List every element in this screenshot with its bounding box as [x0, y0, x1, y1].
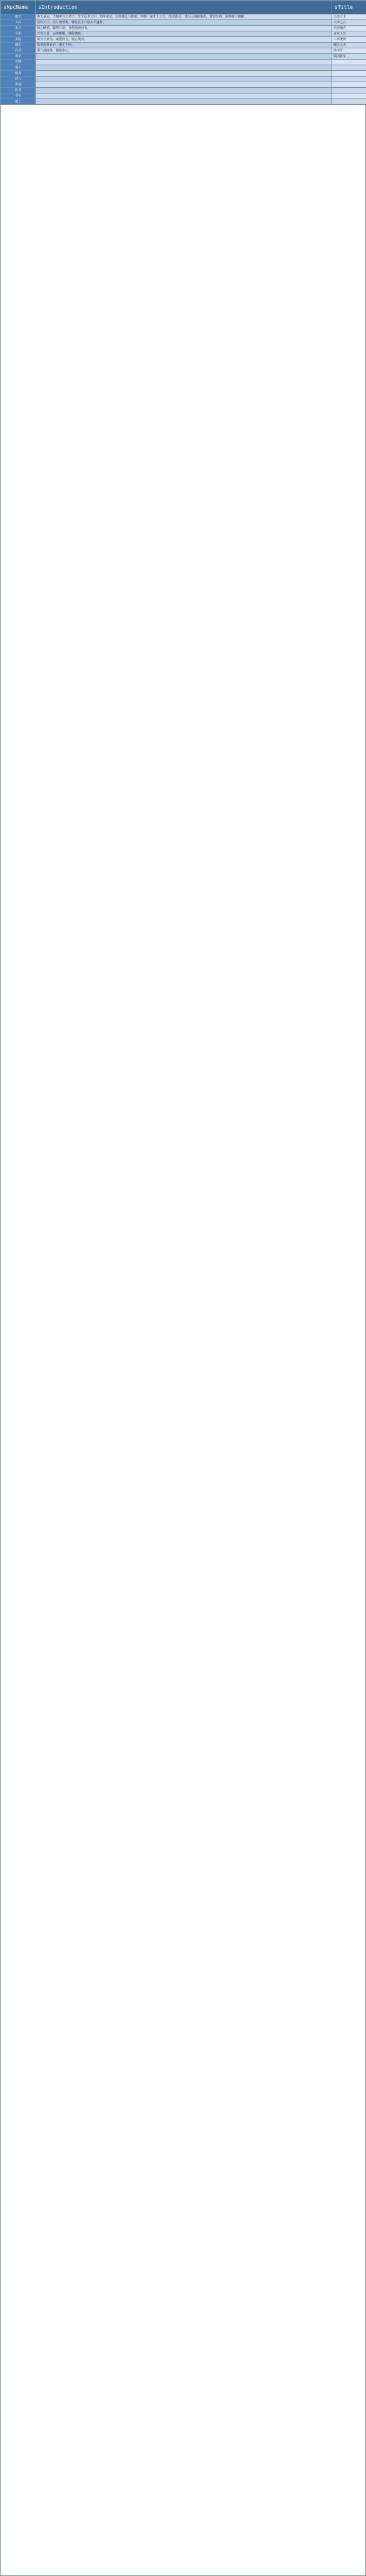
npc-name-cell: 将军: [1, 54, 36, 60]
title-cell: 天命之主: [332, 14, 366, 20]
npc-name-cell: 丞相: [1, 31, 36, 37]
title-cell: [332, 60, 366, 65]
npc-name-cell: 道士: [1, 99, 36, 105]
npc-name-cell: 御史: [1, 43, 36, 48]
header-introduction[interactable]: sIntroduction: [36, 1, 332, 14]
header-row: [1, 1, 366, 14]
title-cell: [332, 65, 366, 71]
introduction-cell: 掌天下兵马，威震四方，屡立战功。: [36, 37, 332, 43]
table-row[interactable]: [1, 54, 366, 60]
npc-name-cell: 天后: [1, 20, 36, 26]
npc-name-cell: 谋士: [1, 65, 36, 71]
title-cell: 镇国将军: [332, 54, 366, 60]
table-row[interactable]: [1, 82, 366, 88]
introduction-cell: [36, 93, 332, 99]
table-body: [1, 14, 366, 105]
table-row[interactable]: [1, 93, 366, 99]
title-cell: 三军统帅: [332, 37, 366, 43]
title-cell: 天命之后: [332, 20, 366, 26]
table-row[interactable]: [1, 48, 366, 54]
introduction-cell: 国之储君，聪慧仁厚，自幼饱读诗书。: [36, 26, 332, 31]
header-title[interactable]: sTitle: [332, 1, 366, 14]
table-row[interactable]: [1, 37, 366, 43]
table-row[interactable]: [1, 65, 366, 71]
npc-name-cell: 使者: [1, 71, 36, 77]
introduction-cell: [36, 77, 332, 82]
npc-name-cell: 医者: [1, 88, 36, 93]
title-cell: [332, 77, 366, 82]
introduction-cell: [36, 99, 332, 105]
table-row[interactable]: [1, 31, 366, 37]
title-cell: 尚书令: [332, 48, 366, 54]
introduction-cell: [36, 82, 332, 88]
introduction-cell: 掌六部政务，勤勉奉公。: [36, 48, 332, 54]
introduction-cell: [36, 71, 332, 77]
table-row[interactable]: [1, 26, 366, 31]
table-row[interactable]: [1, 99, 366, 105]
table-row[interactable]: [1, 43, 366, 48]
introduction-cell: [36, 88, 332, 93]
npc-name-cell: 商人: [1, 77, 36, 82]
title-cell: [332, 88, 366, 93]
npc-table: [1, 1, 366, 105]
title-cell: [332, 82, 366, 88]
header-npc-name[interactable]: sNpcName: [1, 1, 36, 14]
introduction-cell: [36, 65, 332, 71]
title-cell: [332, 71, 366, 77]
npc-name-cell: 先锋: [1, 60, 36, 65]
title-cell: 百官之首: [332, 31, 366, 37]
table-row[interactable]: [1, 60, 366, 65]
npc-name-cell: 霸王: [1, 14, 36, 20]
introduction-cell: 奉天承运，王朝中兴之君王。生于乱世之中，幼年丧亲，历经战乱与磨难，怀抱一统天下之志，终成霸业。其为人刚毅果决，赏罚分明，深得将士拥戴。: [36, 14, 332, 20]
table-row[interactable]: [1, 20, 366, 26]
title-cell: [332, 99, 366, 105]
introduction-cell: 执掌监察百官，刚正不阿。: [36, 43, 332, 48]
npc-name-cell: 侠客: [1, 82, 36, 88]
introduction-cell: 百官之首，运筹帷幄，辅佐朝政。: [36, 31, 332, 37]
npc-name-cell: 太子: [1, 26, 36, 31]
table-row[interactable]: [1, 88, 366, 93]
table-row[interactable]: [1, 71, 366, 77]
introduction-cell: [36, 60, 332, 65]
title-cell: [332, 93, 366, 99]
npc-name-cell: 尚书: [1, 48, 36, 54]
introduction-cell: 母仪天下，以仁德著称，辅佐君王开创太平盛世。: [36, 20, 332, 26]
title-cell: 东宫储君: [332, 26, 366, 31]
table-row[interactable]: [1, 14, 366, 20]
npc-name-cell: 书生: [1, 93, 36, 99]
title-cell: 御史大夫: [332, 43, 366, 48]
introduction-cell: [36, 54, 332, 60]
npc-name-cell: 太尉: [1, 37, 36, 43]
table-row[interactable]: [1, 77, 366, 82]
